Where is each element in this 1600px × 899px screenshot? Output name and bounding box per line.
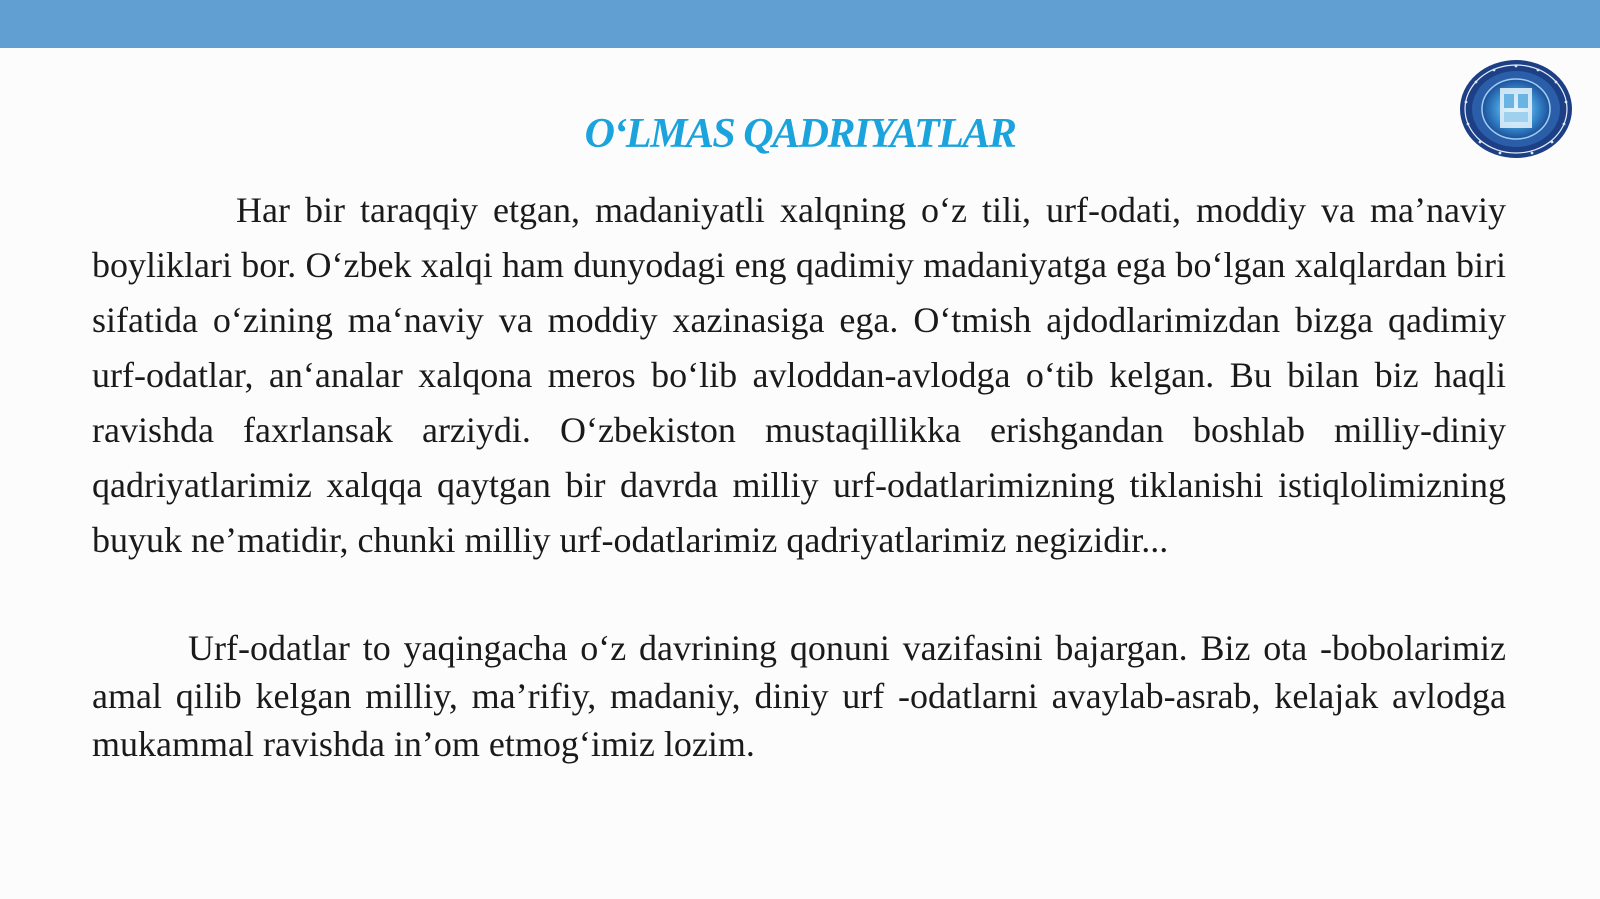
- body-paragraph-2: Urf-odatlar to yaqingacha o‘z davrining qonuni vazifasini bajargan. Biz ota -bobolarimiz amal qilib kelgan milliy, ma’rifiy, madaniy, diniy urf -odatlarni avaylab-asrab, kelajak avlodga mukammal ravishda in’om etmog‘imiz lozim.: [92, 628, 1506, 764]
- top-banner: [0, 0, 1600, 48]
- body-paragraph-1: Har bir taraqqiy etgan, madaniyatli xalqning o‘z tili, urf-odati, moddiy va ma’naviy boyliklari bor. O‘zbek xalqi ham dunyodagi eng qadimiy madaniyatga ega bo‘lgan xalqlardan biri sifatida o‘zining ma‘naviy va moddiy xazinasiga ega. O‘tmish ajdodlarimizdan bizga qadimiy urf-odatlar, an‘analar xalqona meros bo‘lib avloddan-avlodga o‘tib kelgan. Bu bilan biz haqli ravishda faxrlansak arziydi. O‘zbekiston mustaqillikka erishgandan boshlab milliy-diniy qadriyatlarimiz xalqqa qaytgan bir davrda milliy urf-odatlarimizning tiklanishi istiqlolimizning buyuk ne’matidir, chunki milliy urf-odatlarimiz qadriyatlarimiz negizidir...: [92, 190, 1506, 560]
- slide-title: O‘LMAS QADRIYATLAR: [584, 111, 1016, 157]
